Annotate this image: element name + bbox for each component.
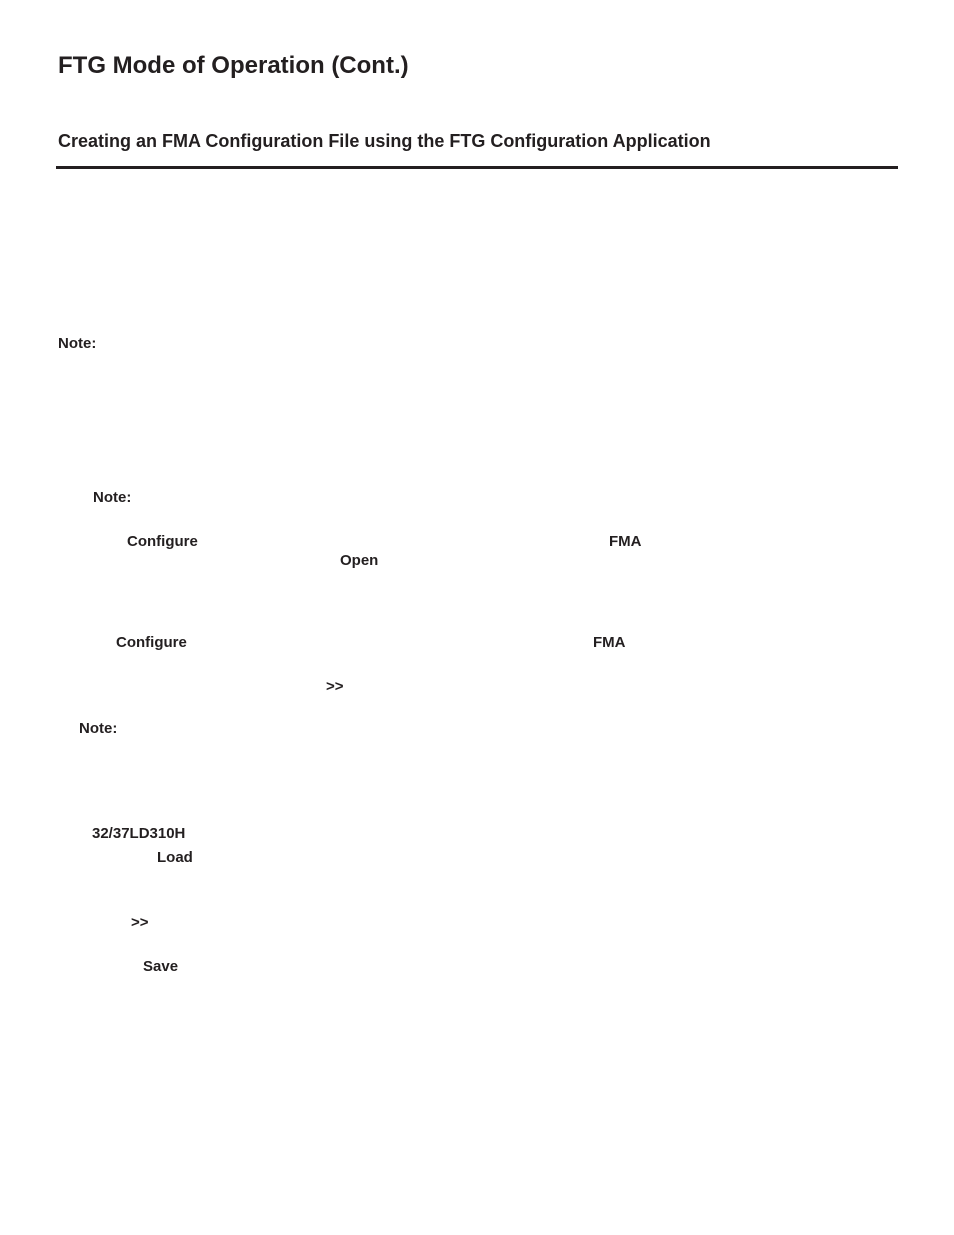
configure-keyword-1: Configure: [127, 533, 198, 550]
save-keyword: Save: [143, 958, 179, 975]
fma-keyword-1: FMA: [609, 533, 642, 550]
model-number: 32/37LD310H: [92, 825, 186, 842]
page-title: FTG Mode of Operation (Cont.): [58, 52, 409, 79]
load-keyword: Load: [157, 849, 193, 866]
open-keyword: Open: [340, 552, 379, 569]
section-heading: Creating an FMA Configuration File using the FTG Configuration Application: [58, 131, 711, 151]
arrow-keyword-1: >>: [326, 678, 344, 695]
heading-divider: [56, 166, 898, 169]
arrow-keyword-2: >>: [131, 914, 149, 931]
note-label-1: Note:: [58, 335, 97, 352]
note-label-2: Note:: [93, 489, 132, 506]
configure-keyword-2: Configure: [116, 634, 187, 651]
fma-keyword-2: FMA: [593, 634, 626, 651]
note-label-3: Note:: [79, 720, 118, 737]
